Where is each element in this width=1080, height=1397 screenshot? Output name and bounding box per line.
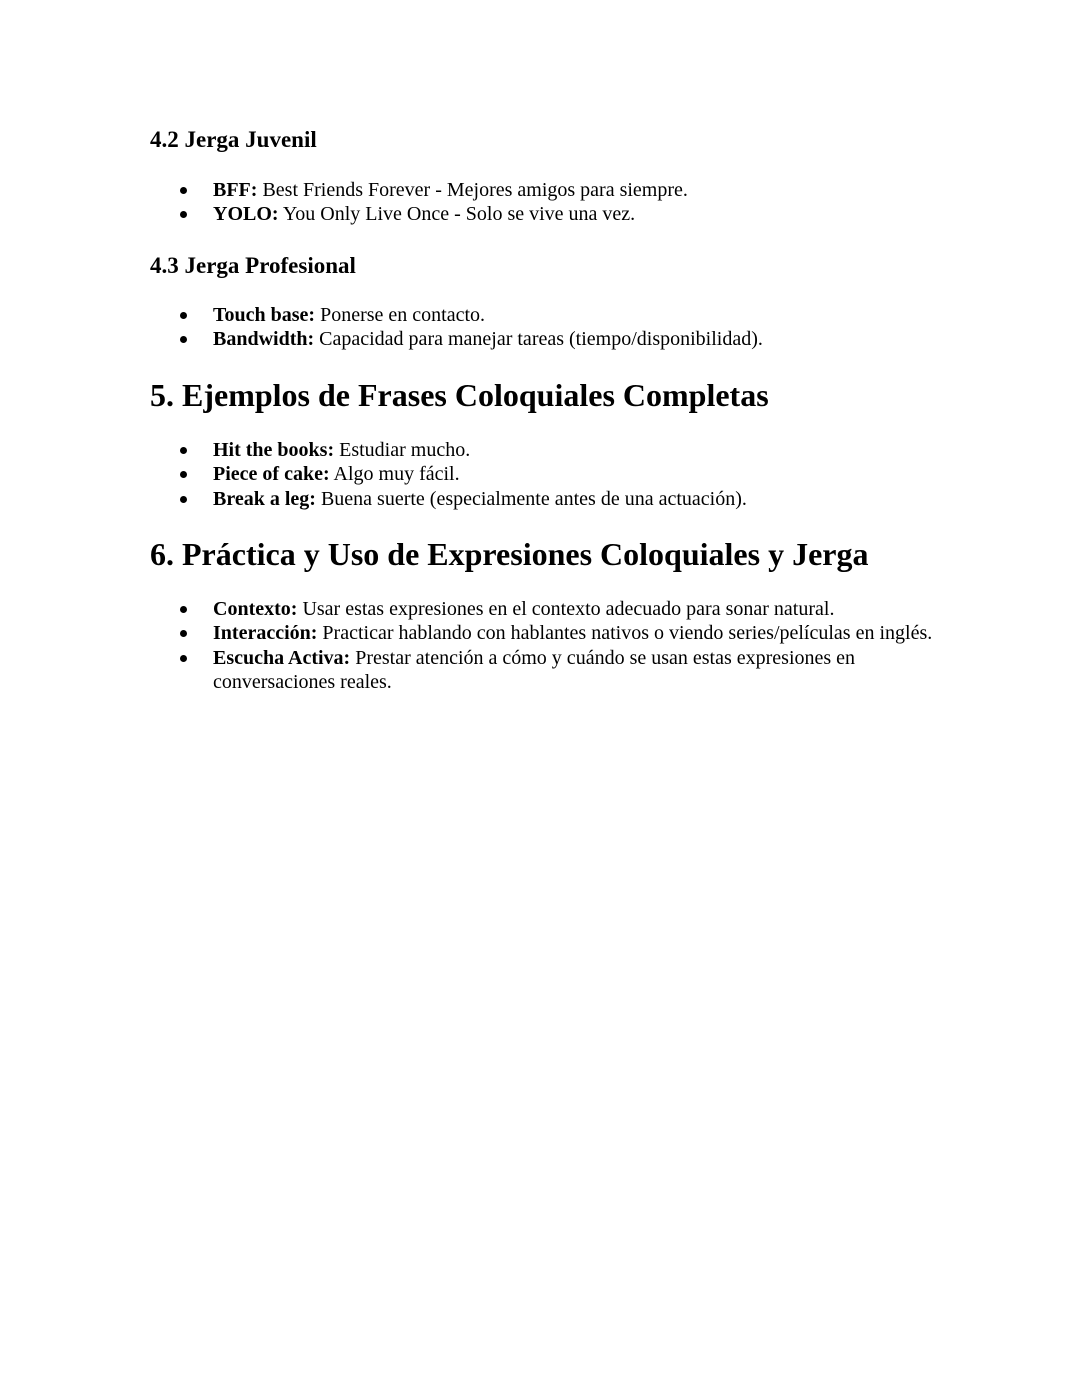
list-item [0,327,933,351]
bullet-icon [180,655,187,662]
bullet-icon [180,187,187,194]
term-definition: Buena suerte (especialmente antes de una actuación). [320,487,747,510]
section-heading-jerga-profesional: 4.3 Jerga Profesional [150,253,356,278]
term-definition: Algo muy fácil. [333,463,460,486]
list-item [0,202,933,226]
bullet-icon [180,447,187,454]
term-definition: Estudiar mucho. [339,439,471,461]
jerga-profesional-list [0,303,1080,352]
list-item [0,178,933,202]
ejemplos-frases-list [0,438,1080,511]
bullet-icon [180,471,187,478]
bullet-icon [180,312,187,319]
list-item [0,438,933,462]
jerga-juvenil-list [0,178,1080,227]
term-label: Escucha Activa: [213,646,351,669]
term-label: Hit the books: [213,439,335,461]
term-definition: You Only Live Once - Solo se vive una vez. [282,203,636,226]
term-definition: Best Friends Forever - Mejores amigos para siempre. [262,179,688,201]
list-item [0,487,933,511]
term-definition: Usar estas expresiones en el contexto adecuado para sonar natural. [302,598,835,620]
term-definition: Prestar atención a cómo y cuándo se usan estas expresiones en conversaciones reales. [213,646,856,693]
section-heading-practica-uso: 6. Práctica y Uso de Expresiones Coloquiales y Jerga [150,536,869,572]
list-item [0,303,933,327]
term-label: Touch base: [213,304,316,326]
bullet-icon [180,336,187,343]
list-item [0,462,933,486]
term-label: Interacción: [213,622,318,645]
bullet-icon [180,496,187,503]
practica-uso-list [0,597,1080,694]
bullet-icon [180,211,187,218]
term-label: Contexto: [213,598,298,620]
section-heading-ejemplos-frases: 5. Ejemplos de Frases Coloquiales Completas [150,377,769,413]
term-definition: Capacidad para manejar tareas (tiempo/disponibilidad). [319,328,763,351]
term-label: BFF: [213,179,258,201]
list-item [0,621,933,645]
term-definition: Practicar hablando con hablantes nativos o viendo series/películas en inglés. [322,622,933,645]
term-label: Bandwidth: [213,328,315,351]
list-item [0,646,933,695]
term-label: Break a leg: [213,487,316,510]
section-heading-jerga-juvenil: 4.2 Jerga Juvenil [150,127,317,152]
term-definition: Ponerse en contacto. [320,304,486,326]
term-label: Piece of cake: [213,463,330,486]
list-item [0,597,933,621]
term-label: YOLO: [213,203,279,226]
bullet-icon [180,630,187,637]
bullet-icon [180,606,187,613]
